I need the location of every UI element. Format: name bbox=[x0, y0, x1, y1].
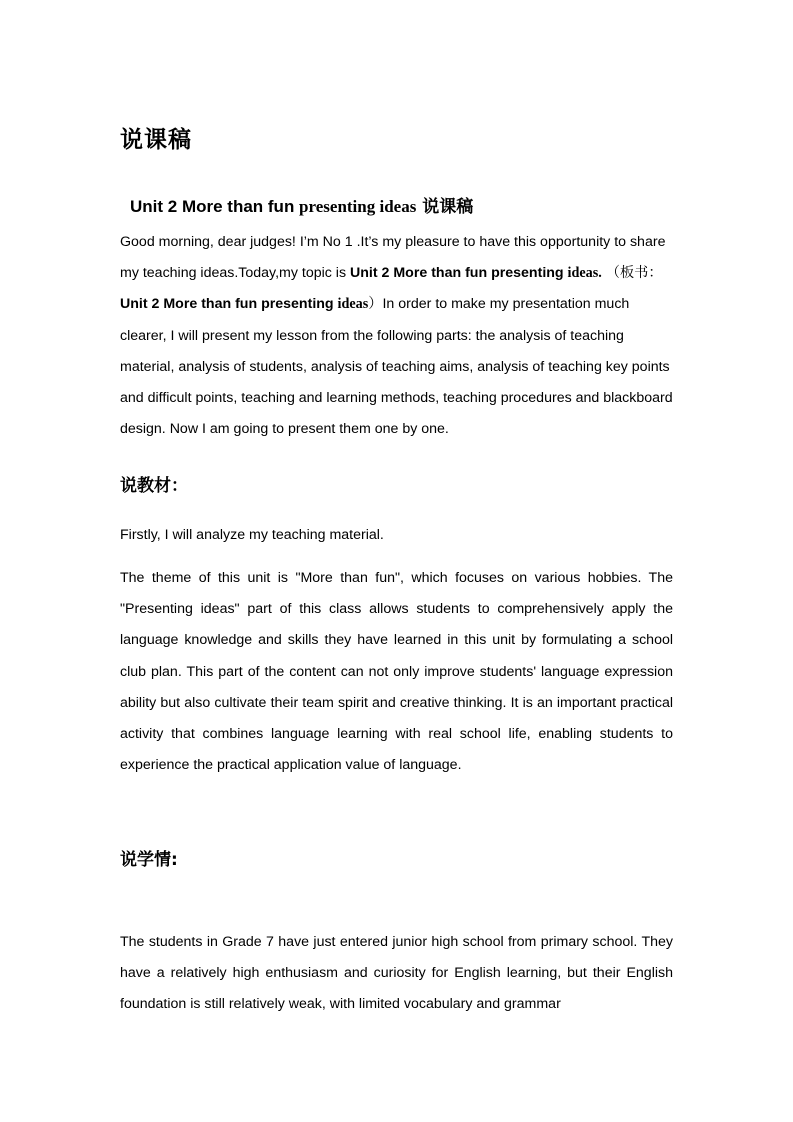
intro-period: . bbox=[598, 265, 602, 282]
section-heading-students: 说学情: bbox=[120, 850, 178, 870]
intro-topic bbox=[350, 265, 598, 281]
subtitle-suffix: 说课稿 bbox=[416, 197, 474, 217]
material-paragraph-1: Firstly, I will analyze my teaching material. bbox=[120, 527, 384, 543]
page-title: 说课稿 bbox=[120, 127, 192, 153]
intro-greeting: Good morning, dear judges! I’m No 1 .It’s my pleasure to have this opportunity to share my teaching ideas.Today,my topic is bbox=[120, 234, 666, 282]
material-paragraph-2: The theme of this unit is "More than fun", which focuses on various hobbies. The "Presenting ideas" part of this class allows students to comprehensively apply the language knowledge and skills they have learned in this unit by formulating a school club plan. This part of the content can not only improve students' language expression ability but also cultivate their team spirit and creative thinking. It is an important practical activity that combines language learning with real school life, enabling students to experience the practical application value of language. bbox=[120, 570, 673, 774]
subtitle-unit: Unit 2 More than fun bbox=[130, 197, 300, 216]
lesson-subtitle bbox=[130, 196, 473, 218]
students-paragraph-1: The students in Grade 7 have just entered junior high school from primary school. They have a relatively high enthusiasm and curiosity for English learning, but their English foundation is still relatively weak, with limited vocabulary and grammar bbox=[120, 934, 673, 1013]
intro-topic-ideas: ideas bbox=[567, 265, 599, 282]
intro-topic-main: Unit 2 More than fun presenting bbox=[350, 265, 568, 282]
intro-outline: ）In order to make my presentation much clearer, I will present my lesson from the following parts: the analysis of teaching material, analysis of students, analysis of teaching aims, analysis of teaching key points and difficult points, teaching and learning methods, teaching procedures and blackboard design. Now I am going to present them one by one. bbox=[120, 296, 673, 438]
board-topic-ideas: ideas bbox=[337, 296, 369, 313]
section-heading-material: 说教材： bbox=[120, 476, 188, 496]
board-topic bbox=[120, 296, 368, 312]
intro-paragraph bbox=[120, 227, 673, 445]
subtitle-topic: presenting ideas bbox=[299, 197, 417, 216]
board-note: （板书： bbox=[605, 265, 663, 282]
board-topic-main: Unit 2 More than fun presenting bbox=[120, 296, 338, 313]
